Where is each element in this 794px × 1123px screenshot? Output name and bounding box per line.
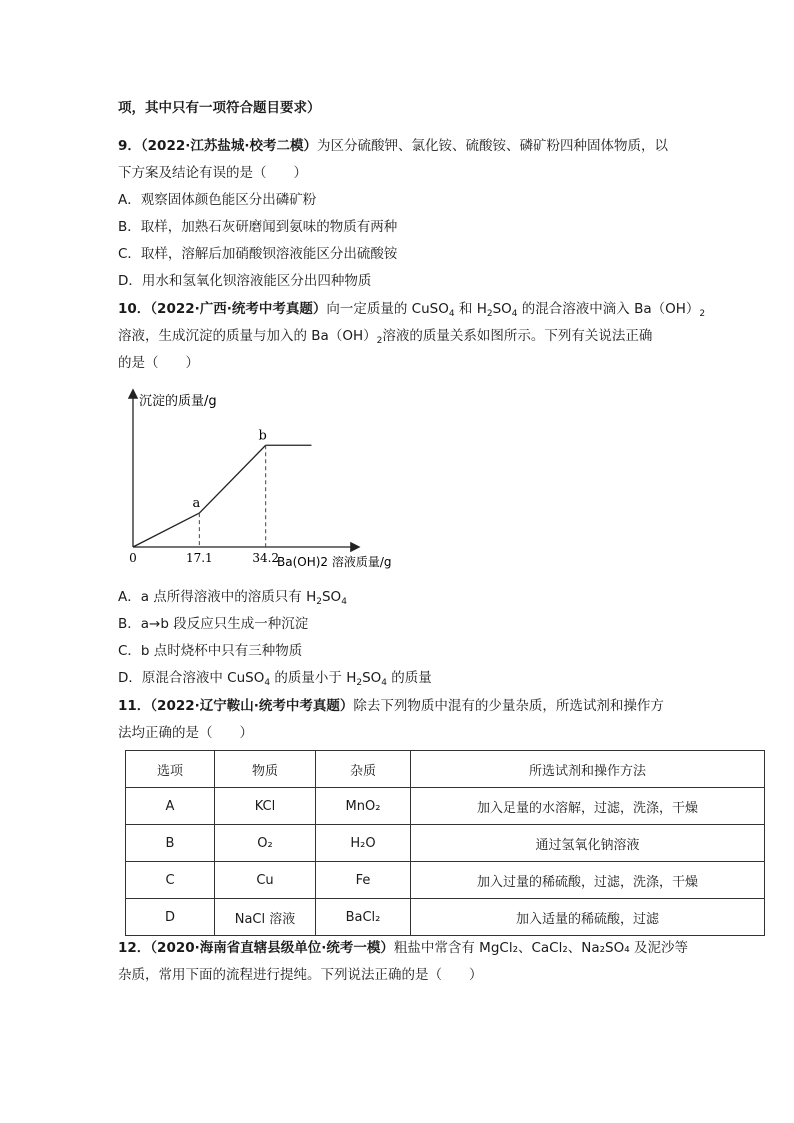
table-row	[126, 788, 765, 825]
table-cell: 加入过量的稀硫酸，过滤，洗涤，干燥	[411, 862, 765, 899]
q9-stem-line1	[118, 136, 668, 156]
q10-option-a-sub2: 4	[341, 597, 347, 607]
x-tick-label: 34.2	[252, 551, 280, 565]
q10-option-b: B．a→b 段反应只生成一种沉淀	[118, 616, 309, 632]
q10-option-d-sub2: 2	[356, 678, 363, 688]
q10-number: 10．	[118, 301, 151, 317]
q10-stem1b: 和 H	[454, 301, 487, 317]
q9-source: （2022·江苏盐城·校考二模）	[140, 138, 317, 154]
q10-option-d-text2: 的质量小于 H	[270, 670, 357, 686]
q12-stem-text1: 粗盐中常含有 MgCl₂、CaCl₂、Na₂SO₄ 及泥沙等	[393, 940, 688, 956]
q10-stem-line2	[118, 326, 652, 346]
q10-stem1a: 向一定质量的 CuSO	[326, 301, 449, 317]
q10-option-a-text1: A．a 点所得溶液中的溶质只有 H	[118, 589, 317, 605]
y-axis-label: 沉淀的质量/g	[139, 394, 217, 409]
table-header-row	[126, 751, 765, 788]
q10-stem-line3: 的是（ ）	[118, 355, 199, 371]
table-row	[126, 825, 765, 862]
table-cell: NaCl 溶液	[215, 899, 316, 936]
q12-stem-line2: 杂质，常用下面的流程进行提纯。下列说法正确的是（ ）	[118, 967, 483, 983]
series-line-segment	[133, 513, 199, 547]
precipitate-mass-chart	[115, 385, 415, 575]
q12-number: 12．	[118, 940, 151, 956]
x-axis-label: Ba(OH)2 溶液质量/g	[277, 555, 392, 569]
point-label: b	[258, 428, 267, 444]
q9-option-a: A．观察固体颜色能区分出磷矿粉	[118, 192, 317, 208]
x-tick-label: 17.1	[185, 551, 213, 565]
table-cell: BaCl₂	[316, 899, 411, 936]
q10-option-d-sub1: 4	[264, 678, 271, 688]
q10-option-a	[118, 587, 347, 607]
q11-source: （2022·辽宁鞍山·统考中考真题）	[150, 698, 354, 714]
series-line-segment	[199, 445, 265, 513]
q9-option-b: B．取样，加熟石灰研磨闻到氨味的物质有两种	[118, 219, 398, 235]
q10-stem1d: 的混合溶液中滴入 Ba（OH）	[517, 301, 700, 317]
table-cell: C	[126, 862, 215, 899]
table-cell: A	[126, 788, 215, 825]
table-cell: D	[126, 899, 215, 936]
table-cell: 加入足量的水溶解，过滤，洗涤，干燥	[411, 788, 765, 825]
origin-label: 0	[129, 551, 137, 565]
q10-sub-e: 2	[376, 336, 383, 346]
q11-stem-line2: 法均正确的是（ ）	[118, 725, 253, 741]
q10-option-a-text2: SO	[321, 589, 342, 605]
q10-stem-line1	[118, 299, 705, 319]
q10-option-d-text1: D．原混合溶液中 CuSO	[118, 670, 265, 686]
q10-option-a-sub1: 2	[316, 597, 322, 607]
q12-source: （2020·海南省直辖县级单位·统考一模）	[150, 940, 394, 956]
q10-sub-d: 2	[699, 309, 706, 319]
table-row	[126, 899, 765, 936]
q9-option-d: D．用水和氢氧化钡溶液能区分出四种物质	[118, 273, 372, 289]
q10-option-d	[118, 668, 432, 688]
q10-option-c: C．b 点时烧杯中只有三种物质	[118, 643, 303, 659]
q9-stem-text1: 为区分硫酸钾、氯化铵、硫酸铵、磷矿粉四种固体物质，以	[317, 138, 668, 154]
q10-stem2a: 溶液，生成沉淀的质量与加入的 Ba（OH）	[118, 328, 377, 344]
point-label: a	[192, 496, 201, 512]
table-header-cell: 所选试剂和操作方法	[411, 751, 765, 788]
q11-stem-line1	[118, 696, 664, 716]
table-cell: 加入适量的稀硫酸，过滤	[411, 899, 765, 936]
table-header-cell: 物质	[215, 751, 316, 788]
q10-option-d-sub3: 4	[381, 678, 388, 688]
table-header-cell: 选项	[126, 751, 215, 788]
q11-stem-text1: 除去下列物质中混有的少量杂质，所选试剂和操作方	[353, 698, 664, 714]
table-cell: MnO₂	[316, 788, 411, 825]
q9-option-c: C．取样，溶解后加硝酸钡溶液能区分出硫酸铵	[118, 246, 398, 262]
table-cell: KCl	[215, 788, 316, 825]
q11-table	[125, 750, 765, 936]
q10-option-d-text3: SO	[362, 670, 382, 686]
q10-option-d-text4: 的质量	[387, 670, 432, 686]
q10-stem1c: SO	[492, 301, 512, 317]
q10-sub-a: 4	[448, 309, 455, 319]
q10-source: （2022·广西·统考中考真题）	[150, 301, 327, 317]
q10-stem2b: 溶液的质量关系如图所示。下列有关说法正确	[382, 328, 653, 344]
q9-number: 9．	[118, 138, 141, 154]
table-cell: 通过氢氧化钠溶液	[411, 825, 765, 862]
q11-number: 11．	[118, 698, 151, 714]
table-cell: B	[126, 825, 215, 862]
table-cell: H₂O	[316, 825, 411, 862]
table-cell: O₂	[215, 825, 316, 862]
q9-stem-line2: 下方案及结论有误的是（ ）	[118, 165, 307, 181]
table-cell: Cu	[215, 862, 316, 899]
q10-sub-c: 4	[511, 309, 518, 319]
section-intro: 项，其中只有一项符合题目要求）	[118, 100, 321, 116]
table-row	[126, 862, 765, 899]
q10-sub-b: 2	[486, 309, 493, 319]
table-cell: Fe	[316, 862, 411, 899]
q12-stem-line1	[118, 938, 688, 958]
table-header-cell: 杂质	[316, 751, 411, 788]
